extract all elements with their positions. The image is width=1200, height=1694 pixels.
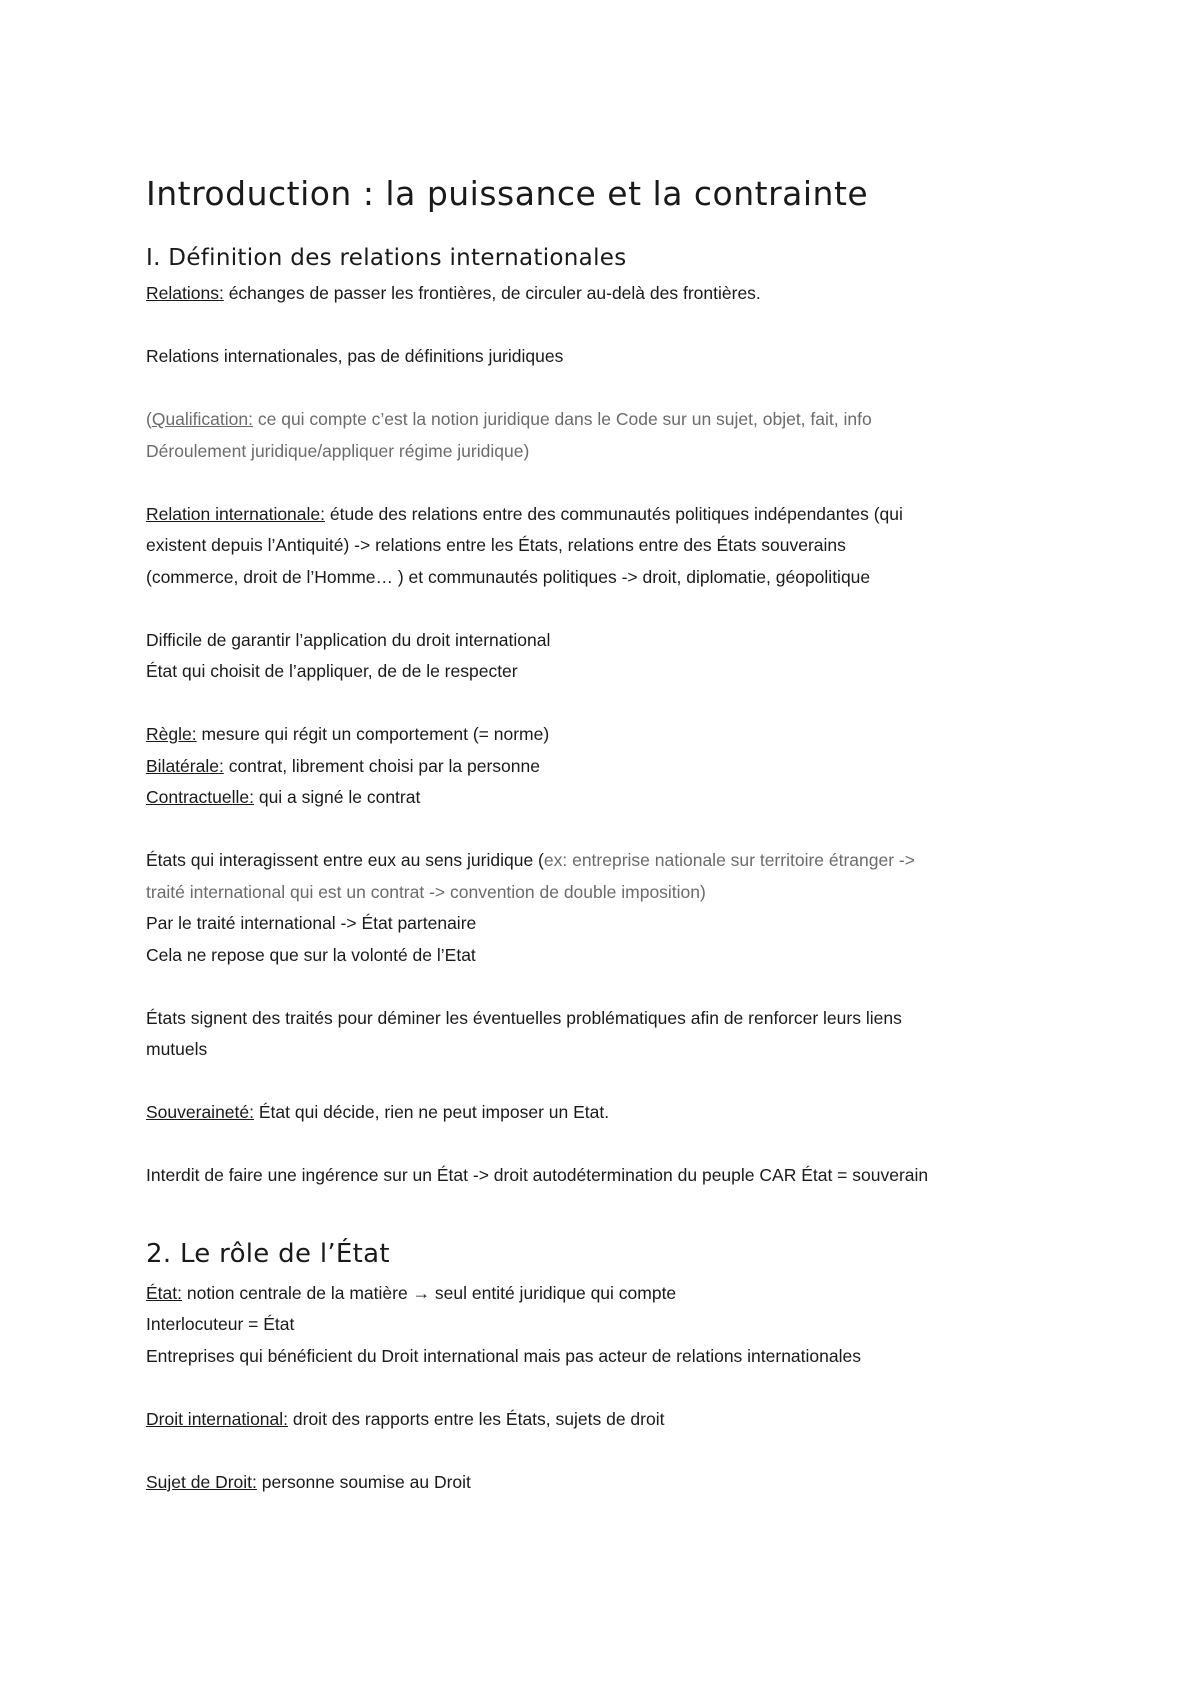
paragraph-ingerence: Interdit de faire une ingérence sur un État -> droit autodétermination du peuple CAR État = souverain [146, 1165, 929, 1185]
traites-line-2: mutuels [146, 1039, 208, 1059]
application-line-2: État qui choisit de l’appliquer, de de le respecter [146, 661, 518, 681]
regle-line: Règle: mesure qui régit un comportement (= norme) [146, 724, 550, 744]
interagissent-line-4: Cela ne repose que sur la volonté de l’Etat [146, 944, 476, 965]
paragraph-traites [146, 1003, 1086, 1066]
term-regle: Règle: [146, 724, 197, 744]
term-qualification: Qualification: [151, 409, 253, 429]
term-bilaterale: Bilatérale: [146, 755, 224, 776]
etat-line-1: État: notion centrale de la matière → seul entité juridique qui compte [146, 1282, 677, 1303]
etat-line-2: Interlocuteur = État [146, 1314, 295, 1334]
term-etat: État: [146, 1282, 182, 1303]
relation-internationale-line-3: (commerce, droit de l’Homme… ) et communautés politiques -> droit, diplomatie, géopolitique [146, 566, 871, 587]
term-droit-international: Droit international: [146, 1408, 289, 1429]
relation-internationale-line-1: Relation internationale: étude des relations entre des communautés politiques indépendantes (qui [146, 503, 903, 524]
document-title: Introduction : la puissance et la contrainte [146, 174, 869, 213]
bilaterale-line: Bilatérale: contrat, librement choisi par la personne [146, 755, 540, 776]
paragraph-qualification [146, 404, 1086, 467]
term-contractuelle: Contractuelle: [146, 787, 254, 807]
interagissent-line-1: États qui interagissent entre eux au sens juridique (ex: entreprise nationale sur territoire étranger -> [146, 850, 915, 870]
interagissent-line-3: Par le traité international -> État partenaire [146, 913, 477, 933]
qualification-line-1: (Qualification: ce qui compte c’est la notion juridique dans le Code sur un sujet, objet, fait, info [146, 409, 872, 429]
relation-internationale-line-2: existent depuis l’Antiquité) -> relations entre les États, relations entre des États souverains [146, 535, 846, 555]
etat-line-3: Entreprises qui bénéficient du Droit international mais pas acteur de relations internationales [146, 1345, 861, 1366]
term-souverainete: Souveraineté: [146, 1102, 254, 1122]
paragraph-sujet-de-droit: Sujet de Droit: personne soumise au Droit [146, 1471, 471, 1492]
qualification-line-2: Déroulement juridique/appliquer régime juridique) [146, 440, 530, 461]
term-relations: Relations: [146, 283, 224, 303]
interagissent-line-2: traité international qui est un contrat -> convention de double imposition) [146, 881, 706, 902]
paragraph-relations [146, 278, 1086, 310]
document-page [146, 170, 1086, 1498]
traites-line-1: États signent des traités pour déminer les éventuelles problématiques afin de renforcer leurs liens [146, 1007, 902, 1028]
paragraph-etat [146, 1278, 1086, 1373]
definition-qualification: ce qui compte c’est la notion juridique dans le Code sur un sujet, objet, fait, info [253, 409, 872, 429]
contractuelle-line: Contractuelle: qui a signé le contrat [146, 787, 421, 807]
term-sujet-de-droit: Sujet de Droit: [146, 1471, 257, 1492]
term-relation-internationale: Relation internationale: [146, 503, 326, 524]
definition-relations: échanges de passer les frontières, de circuler au-delà des frontières. [223, 283, 761, 303]
paragraph-regles [146, 719, 1086, 814]
paragraph-droit-international-application [146, 625, 1086, 688]
paragraph-etats-interagissent [146, 845, 1086, 971]
section-heading-role-etat: 2. Le rôle de l’État [146, 1238, 390, 1269]
paragraph-droit-international: Droit international: droit des rapports entre les États, sujets de droit [146, 1408, 665, 1429]
application-line-1: Difficile de garantir l’application du droit international [146, 629, 551, 650]
section-heading-definition: I. Définition des relations internationales [146, 245, 627, 271]
paragraph-souverainete: Souveraineté: État qui décide, rien ne peut imposer un Etat. [146, 1102, 610, 1122]
paragraph-relation-internationale [146, 499, 1086, 594]
paragraph-relations-internationales: Relations internationales, pas de définitions juridiques [146, 346, 564, 366]
